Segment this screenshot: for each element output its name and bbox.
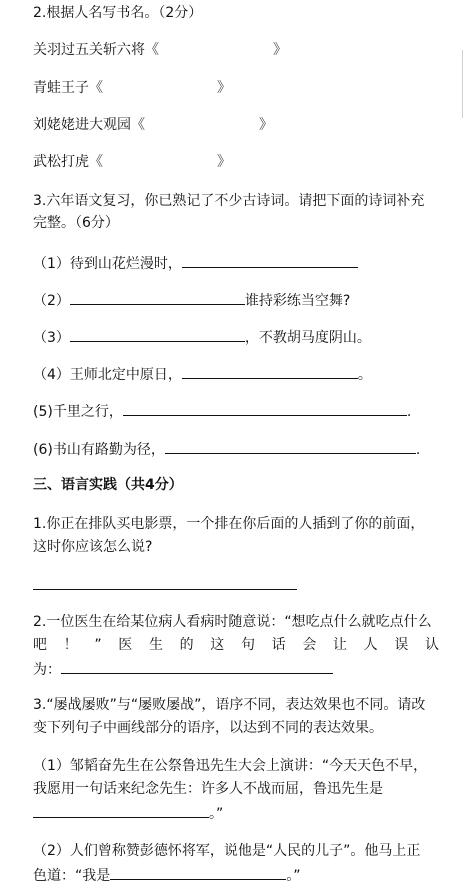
q2-heading: 2.根据人名写书名。（2分） [33,5,203,21]
q2-item-4-close: 》 [217,154,231,170]
poem-4-suffix: 。 [357,367,372,383]
poem-5-blank[interactable] [123,401,407,416]
justified-char: 吧 [33,637,47,653]
poem-1-prefix: （1）待到山花烂漫时， [33,256,182,272]
q3-heading-line2: 完整。（6分） [33,215,119,231]
practice-q3-p1-line3 [33,803,223,823]
poem-5-prefix: (5)千里之行， [33,404,123,420]
practice-q2-line3 [33,659,333,679]
practice-q1-blank[interactable] [33,575,297,590]
practice-q3-p1-suffix: 。” [209,806,224,822]
poem-2-suffix: 谁持彩练当空舞? [244,293,351,309]
q2-item-2-text: 青蛙王子《 [33,80,103,96]
section-3-heading: 三、语言实践（共4分） [33,477,183,493]
justified-char: 误 [394,637,409,653]
practice-q3-line2: 变下列句子中画线部分的语序，以达到不同的表达效果。 [33,720,383,736]
practice-q1-line1: 1.你正在排队买电影票，一个排在你后面的人插到了你的前面， [33,516,425,532]
poem-3-prefix: （3） [33,330,70,346]
practice-q3-p2-line1: （2）人们曾称赞彭德怀将军，说他是“人民的儿子”。他马上正 [33,843,421,859]
poem-6-blank[interactable] [165,439,416,454]
justified-char: 人 [363,637,378,653]
practice-q3-p2-prefix: 色道：“我是 [33,868,111,884]
justified-char: 的 [179,637,194,653]
justified-char: 让 [332,637,347,653]
justified-char: 会 [302,637,317,653]
justified-char: ！ [63,637,78,653]
q2-item-1 [33,41,287,59]
q2-item-3-text: 刘姥姥进大观园《 [33,117,145,133]
poem-6-prefix: (6)书山有路勤为径， [33,442,165,458]
practice-q3-p2-blank[interactable] [110,865,286,880]
q3-poem-2 [33,290,350,310]
poem-3-blank[interactable] [70,327,245,342]
justified-char: 认 [425,637,439,653]
poem-1-blank[interactable] [182,253,358,268]
practice-q2-line2 [33,636,439,654]
poem-2-blank[interactable] [70,290,245,305]
poem-6-suffix: . [415,442,421,458]
q2-item-3-close: 》 [259,117,273,133]
poem-2-prefix: （2） [33,293,70,309]
poem-4-blank[interactable] [182,364,358,379]
justified-char: 生 [148,637,163,653]
q3-poem-5 [33,401,411,421]
q2-item-4 [33,153,231,171]
practice-q3-p2-line2 [33,865,301,885]
practice-q3-p1-line1: （1）邹韬奋先生在公祭鲁迅先生大会上演讲：“今天天色不早， [33,758,428,774]
practice-q1-line2: 这时你应该怎么说? [33,539,153,555]
q3-poem-4 [33,364,372,384]
poem-5-suffix: . [406,404,412,420]
q2-item-2 [33,79,231,97]
poem-4-prefix: （4）王师北定中原日， [33,367,182,383]
q2-item-1-close: 》 [273,42,287,58]
practice-q2-blank[interactable] [61,659,333,674]
practice-q1-answer [33,575,297,595]
justified-char: ” [94,637,102,653]
q3-heading-line1: 3.六年语文复习，你已熟记了不少古诗词。请把下面的诗词补充 [33,193,425,209]
q3-poem-3 [33,327,371,347]
justified-char: 话 [271,637,286,653]
practice-q2-line1: 2.一位医生在给某位病人看病时随意说：“想吃点什么就吃点什么 [33,614,432,630]
q3-poem-1 [33,253,358,273]
justified-char: 医 [118,637,133,653]
q2-item-2-close: 》 [217,80,231,96]
justified-char: 句 [240,637,255,653]
justified-char: 这 [210,637,225,653]
practice-q3-line1: 3.“屡战屡败”与“屡败屡战”，语序不同，表达效果也不同。请改 [33,697,426,713]
practice-q2-prefix: 为： [33,662,61,678]
q2-item-4-text: 武松打虎《 [33,154,103,170]
q3-poem-6 [33,439,420,459]
practice-q3-p1-blank[interactable] [33,803,209,818]
q2-item-3 [33,116,273,134]
page-edge-line [462,50,463,118]
practice-q3-p1-line2: 我愿用一句话来纪念先生：许多人不战而屈，鲁迅先生是 [33,781,383,797]
practice-q3-p2-suffix: 。” [286,868,301,884]
q2-item-1-text: 关羽过五关斩六将《 [33,42,159,58]
poem-3-suffix: ，不教胡马度阴山。 [244,330,371,346]
